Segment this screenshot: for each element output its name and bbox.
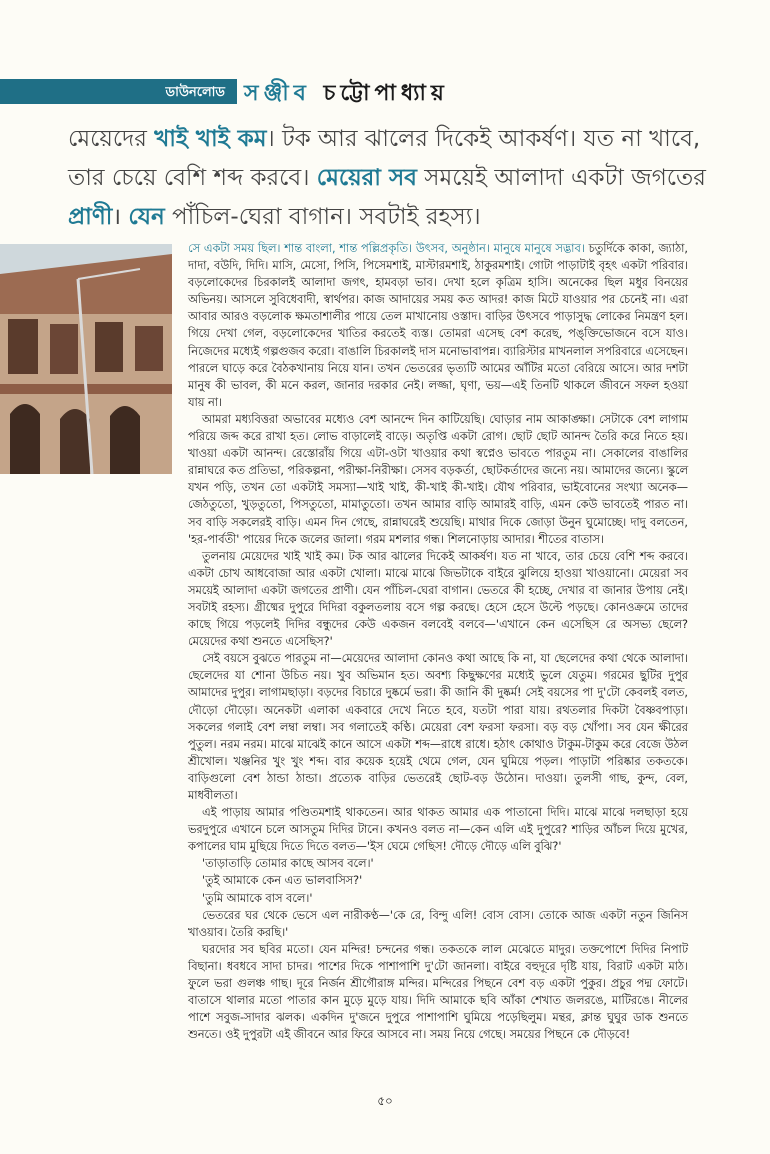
dialogue-line: 'তাড়াতাড়ি তোমার কাছে আসব বলে।'	[202, 857, 374, 871]
dialogue-line: 'তুই আমাকে কেন এত ভালবাসিস?'	[202, 874, 363, 888]
paragraph: আমরা মধ্যবিত্তরা অভাবের মধ্যেও বেশ আনন্দে দিন কাটিয়েছি। ঘোড়ার নাম আকাঙ্ক্ষা। সেটাকে বেশ লাগাম পরিয়ে জব্দ করে রাখা হত। লোভ বাড়ালেই বাড়ে। অতৃপ্তি একটা রোগ। ছোট ছোট আনন্দ তৈরি করে নিতে হয়। খাওয়া একটা আনন্দ। রেস্তোরাঁয় গিয়ে এটা-ওটা খাওয়ার কথা স্বপ্নেও ভাবতে পারতুম না। সেকালের বাঙালির রান্নাঘরে কত প্রতিভা, পরিকল্পনা, পরীক্ষা-নিরীক্ষা। সেসব বড়কর্তা, ছোটকর্তাদের জন্যে নয়। আমাদের জন্যে। স্কুলে যখন পড়ি, তখন তো একটাই সমস্যা—খাই খাই, কী-খাই কী-খাই। যৌথ পরিবার, ভাইবোনের সংখ্যা অনেক—জেঠতুতো, খুড়তুতো, পিসতুতো, মামাতুতো। তখন আমার বাড়ি আমারই বাড়ি, এমন কেউ ভাবতেই পারত না। সব বাড়ি সকলেরই বাড়ি। এমন দিন গেছে, রান্নাঘরেই শুয়েছি। মাথার দিকে জোড়া উনুন ঘুমোচ্ছে। দাদু বলতেন, 'হর-পার্বতী' পায়ের দিকে জলের জালা। গরম মশলার গন্ধ। শিলনোড়ায় আদার। শীতের বাতাস।	[188, 412, 688, 546]
paragraph: সেই বয়সে বুঝতে পারতুম না—মেয়েদের আলাদা কোনও কথা আছে কি না, যা ছেলেদের কথা থেকে আলাদা। ছেলেদের যা শোনা উচিত নয়। খুব অভিমান হত। অবশ্য কিছুক্ষণের মধ্যেই ভুলে যেতুম। গরমের ছুটির দুপুর আমাদের দুপুর। লাগামছাড়া। বড়দের বিচারে দুষ্কর্মে ভরা। কী জানি কী দুষ্কর্ম! সেই বয়সের পা দু'টো কেবলই বলত, দৌড়ো দৌড়ো। অনেকটা এলাকা একবারে দেখে নিতে হবে, যতটা পারা যায়। রথতলার দিকটা বৈষ্ণবপাড়া। সকলের গলাই বেশ লম্বা লম্বা। সব গলাতেই কণ্ঠি। মেয়েরা বেশ ফরসা ফরসা। বড় বড় খোঁপা। সব যেন ক্ষীরের পুতুল। নরম নরম। মাঝে মাঝেই কানে আসে একটা শব্দ—রাধে রাধে। হঠাৎ কোথাও টাকুম-টাকুম করে বেজে উঠল শ্রীখোল। খঞ্জনির খুং খুং শব্দ। বার কয়েক হয়েই থেমে গেল, যেন ঘুমিয়ে পড়ল। পাড়াটা পরিষ্কার তকতকে। বাড়িগুলো বেশ ঠান্ডা ঠান্ডা। প্রত্যেক বাড়ির ভেতরেই ছোট-বড় উঠোন। দাওয়া। তুলসী গাছ, কুন্দ, বেল, মাধবীলতা।	[188, 652, 688, 802]
paragraph: তুলনায় মেয়েদের খাই খাই কম। টক আর ঝালের দিকেই আকর্ষণ। যত না খাবে, তার চেয়ে বেশি শব্দ করবে। একটা চোখ আধবোজা আর একটা খোলা। মাঝে মাঝে জিভটাকে বাইরে ঝুলিয়ে হাওয়া খাওয়ানো। মেয়েরা সব সময়েই আলাদা একটা জগতের প্রাণী। যেন পাঁচিল-ঘেরা বাগান। ভেতরে কী হচ্ছে, দেখার বা জানার উপায় নেই। সবটাই রহস্য। গ্রীষ্মের দুপুরে দিদিরা বকুলতলায় বসে গল্প করছে। হেসে হেসে উল্টে পড়ছে। কোনওক্রমে তাদের কাছে গিয়ে পড়লেই দিদির বন্ধুদের কেউ একজন বলবেই বলবে—'এখানে কেন এসেছিস রে অসভ্য ছেলে? মেয়েদের কথা শুনতে এসেছিস?'	[188, 549, 688, 649]
section-label: ডাউনলোড	[165, 85, 225, 100]
dialogue-line: 'তুমি আমাকে বাস বলে।'	[202, 891, 313, 905]
lead-highlight: প্রাণী	[68, 204, 113, 230]
lead-highlight: মেয়েরা সব	[316, 165, 417, 191]
author-last-name: চট্টোপাধ্যায়	[323, 81, 449, 106]
lead-text: মেয়েদের	[68, 126, 155, 152]
paragraph	[188, 240, 688, 411]
lead-text: । টক আর ঝালের দিকেই আকর্ষণ। যত না খাবে, তার চেয়ে বেশি শব্দ করবে।	[68, 126, 701, 191]
paragraph: এই পাড়ায় আমার পণ্ডিতমশাই থাকতেন। আর থাকত আমার এক পাতানো দিদি। মাঝে মাঝে দলছাড়া হয়ে ভরদুপুরে এখানে চলে আসতুম দিদির টানে। কখনও বলত না—কেন এলি এই দুপুরে? শাড়ির আঁচল দিয়ে মুখের, কপালের ঘাম মুছিয়ে দিতে দিতে বলত—'ইস ঘেমে গেছিস! দৌড়ে দৌড়ে এলি বুঝি?'	[188, 806, 688, 854]
page-number: ৫০	[377, 1094, 393, 1108]
paragraph: ভেতরের ঘর থেকে ভেসে এল নারীকণ্ঠ—'কে রে, বিন্দু এলি! বোস বোস। তোকে আজ একটা নতুন জিনিস খাওয়াব। তৈরি করছি।'	[188, 908, 688, 939]
opening-line: সে একটা সময় ছিল। শান্ত বাংলা, শান্ত পল্লিপ্রকৃতি। উৎসব, অনুষ্ঠান। মানুষে মানুষে সদ্ভাব।	[188, 242, 585, 255]
lead-text: ।	[112, 204, 129, 230]
lead-highlight: যেন	[128, 204, 165, 230]
lead-highlight: খাই খাই কম	[154, 126, 267, 152]
lead-text: পাঁচিল-ঘেরা বাগান। সবটাই রহস্য।	[164, 204, 481, 230]
lead-paragraph	[68, 120, 728, 237]
article-body	[188, 240, 688, 1043]
old-building-photo	[0, 244, 172, 474]
paragraph: ঘরদোর সব ছবির মতো। যেন মন্দির! চন্দনের গন্ধ। তকতকে লাল মেঝেতে মাদুর। তক্তপোশে দিদির নিপাট বিছানা। ধবধবে সাদা চাদর। পাশের দিকে পাশাপাশি দু'টো জানলা। বাইরে বহুদূরে দৃষ্টি যায়, বিরাট একটা মাঠ। ফুলে ভরা গুলঞ্চ গাছ। দূরে নির্জন শ্রীগৌরাঙ্গ মন্দির। মন্দিরের পিছনে বেশ বড় একটা পুকুর। প্রচুর পদ্ম ফোটে। বাতাসে থালার মতো পাতার কান মুড়ে মুড়ে যায়। দিদি আমাকে ছবি আঁকা শেখাত জলরঙে, মাটিরঙে। নীলের পাশে সবুজ-সাদার ঝলক। একদিন দু'জনে দুপুরে পাশাপাশি ঘুমিয়ে পড়েছিলুম। মন্থর, ক্লান্ত ঘুঘুর ডাক শুনতে শুনতে। ওই দুপুরটা এই জীবনে আর ফিরে আসবে না। সময় নিয়ে গেছে। সময়ের পিছনে কে দৌড়বে!	[188, 942, 688, 1042]
old-building-photo-icon	[0, 244, 172, 474]
author-first-name: সঞ্জীব	[244, 81, 311, 106]
paragraph-text: চতুর্দিকে কাকা, জ্যাঠা, দাদা, বউদি, দিদি। মাসি, মেসো, পিসি, পিসেমশাই, মাস্টারমশাই, ঠাকুরমশাই। গোটা পাড়াটাই বৃহৎ একটা পরিবার। বড়লোকেদের চিরকালই আলাদা জগৎ, হামবড়া ভাব। দেখা হলে কৃত্রিম হাসি। অনেকের ছিল মধুর বিনয়ের অভিনয়। আসলে সুবিধেবাদী, স্বার্থপর। কাজ আদায়ের সময় কত আদর! কাজ মিটে যাওয়ার পর চেনেই না। এরা আবার আরও বড়লোক ক্ষমতাশালীর পায়ে তেল মাখানোয় ওস্তাদ। বাড়ির উৎসবে পাড়াসুদ্ধ লোকের নিমন্ত্রণ হল। গিয়ে দেখা গেল, বড়লোকেদের খাতির করতেই ব্যস্ত। তোমরা এসেছ বেশ করেছ, পঙ্‌ক্তিভোজনে বসে যাও। নিজেদের মধ্যেই গল্পগুজব করো। বাঙালি চিরকালই দাস মনোভাবাপন্ন। ব্যারিস্টার মাখনলাল সপরিবারে এসেছেন। পারলে ঘাড়ে করে বৈঠকখানায় নিয়ে যান। তখন ভেতরের ভৃত্যটি আমের আঁটির মতো বেরিয়ে আসে। আর দশটা মানুষ কী ভাবল, কী মনে করল, জানার দরকার নেই। লজ্জা, ঘৃণা, ভয়—এই তিনটি থাকলে জীবনে সফল হওয়া যায় না।	[188, 242, 689, 409]
lead-text: সময়েই আলাদা একটা জগতের	[416, 165, 706, 191]
author-name	[244, 76, 449, 113]
section-header-bar	[0, 79, 237, 104]
